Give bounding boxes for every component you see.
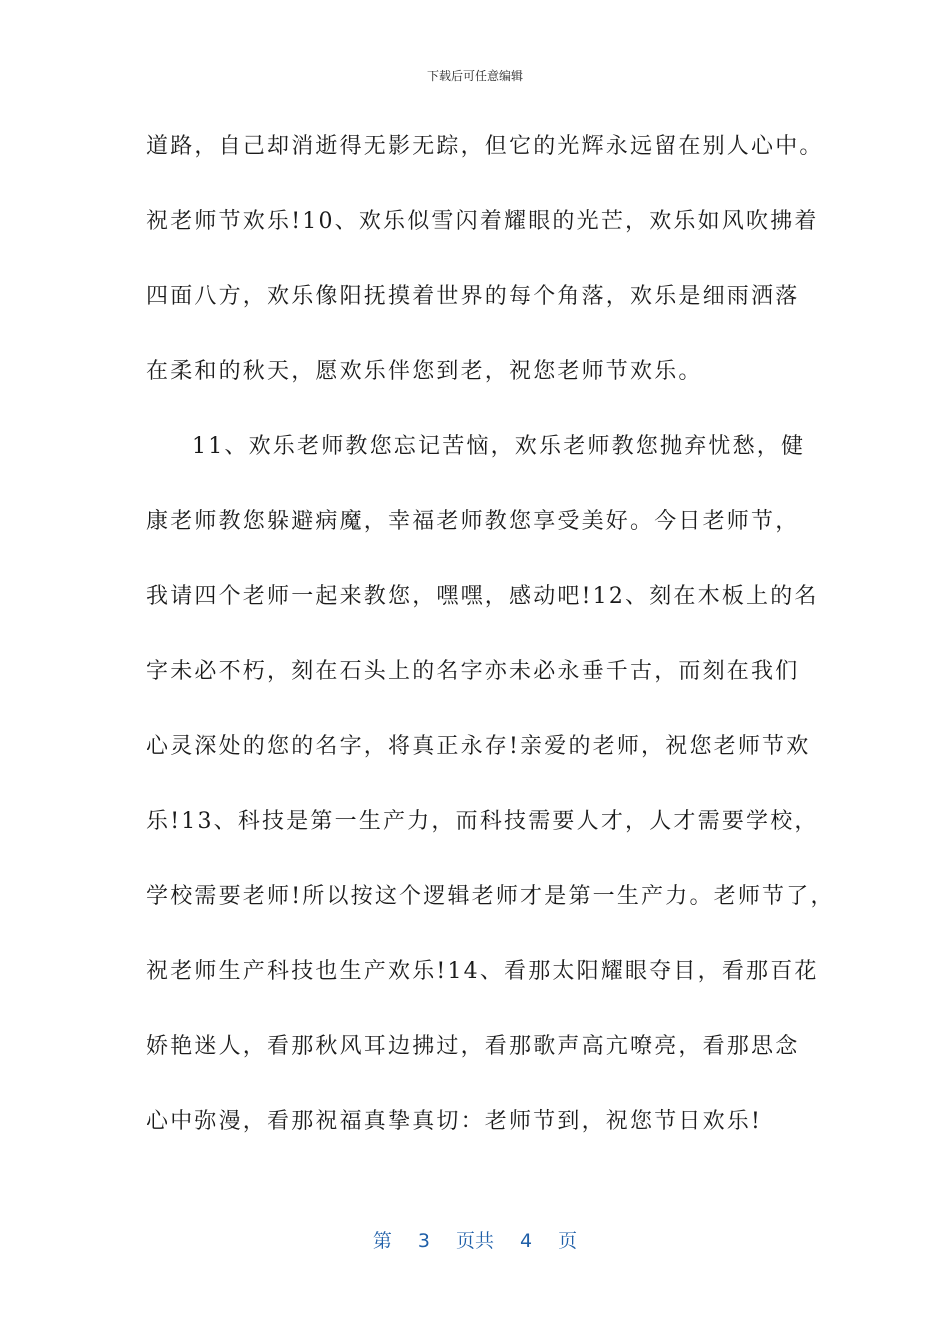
document-body (146, 125, 836, 1175)
text-line: 学校需要老师!所以按这个逻辑老师才是第一生产力。老师节了， (146, 884, 835, 909)
text-line: 心中弥漫，看那祝福真挚真切：老师节到，祝您节日欢乐! (146, 1109, 763, 1134)
text-line: 道路，自己却消逝得无影无踪，但它的光辉永远留在别人心中。 (146, 134, 824, 159)
header-note: 下载后可任意编辑 (426, 69, 523, 83)
text-line: 乐!13、科技是第一生产力，而科技需要人才，人才需要学校， (146, 809, 819, 834)
current-page-number: 3 (417, 1230, 430, 1252)
text-line: 我请四个老师一起来教您，嘿嘿，感动吧!12、刻在木板上的名 (146, 584, 819, 609)
paragraph-start-line: 11、欢乐老师教您忘记苦恼，欢乐老师教您抛弃忧愁，健 (192, 434, 806, 459)
text-line: 心灵深处的您的名字，将真正永存!亲爱的老师，祝您老师节欢 (146, 734, 811, 759)
text-line: 娇艳迷人，看那秋风耳边拂过，看那歌声高亢嘹亮，看那思念 (146, 1034, 800, 1059)
total-page-number: 4 (520, 1230, 533, 1252)
text-line: 康老师教您躲避病魔，幸福老师教您享受美好。今日老师节， (146, 509, 800, 534)
text-line: 字未必不朽，刻在石头上的名字亦未必永垂千古，而刻在我们 (146, 659, 800, 684)
text-line: 四面八方，欢乐像阳抚摸着世界的每个角落，欢乐是细雨洒落 (146, 284, 800, 309)
text-line: 在柔和的秋天，愿欢乐伴您到老，祝您老师节欢乐。 (146, 359, 703, 384)
text-line: 祝老师生产科技也生产欢乐!14、看那太阳耀眼夺目，看那百花 (146, 959, 819, 984)
text-line: 祝老师节欢乐!10、欢乐似雪闪着耀眼的光芒，欢乐如风吹拂着 (146, 209, 819, 234)
footer-middle: 页共 (455, 1230, 494, 1252)
footer-suffix: 页 (558, 1230, 578, 1252)
footer-prefix: 第 (372, 1230, 392, 1252)
page-footer (0, 1226, 950, 1253)
